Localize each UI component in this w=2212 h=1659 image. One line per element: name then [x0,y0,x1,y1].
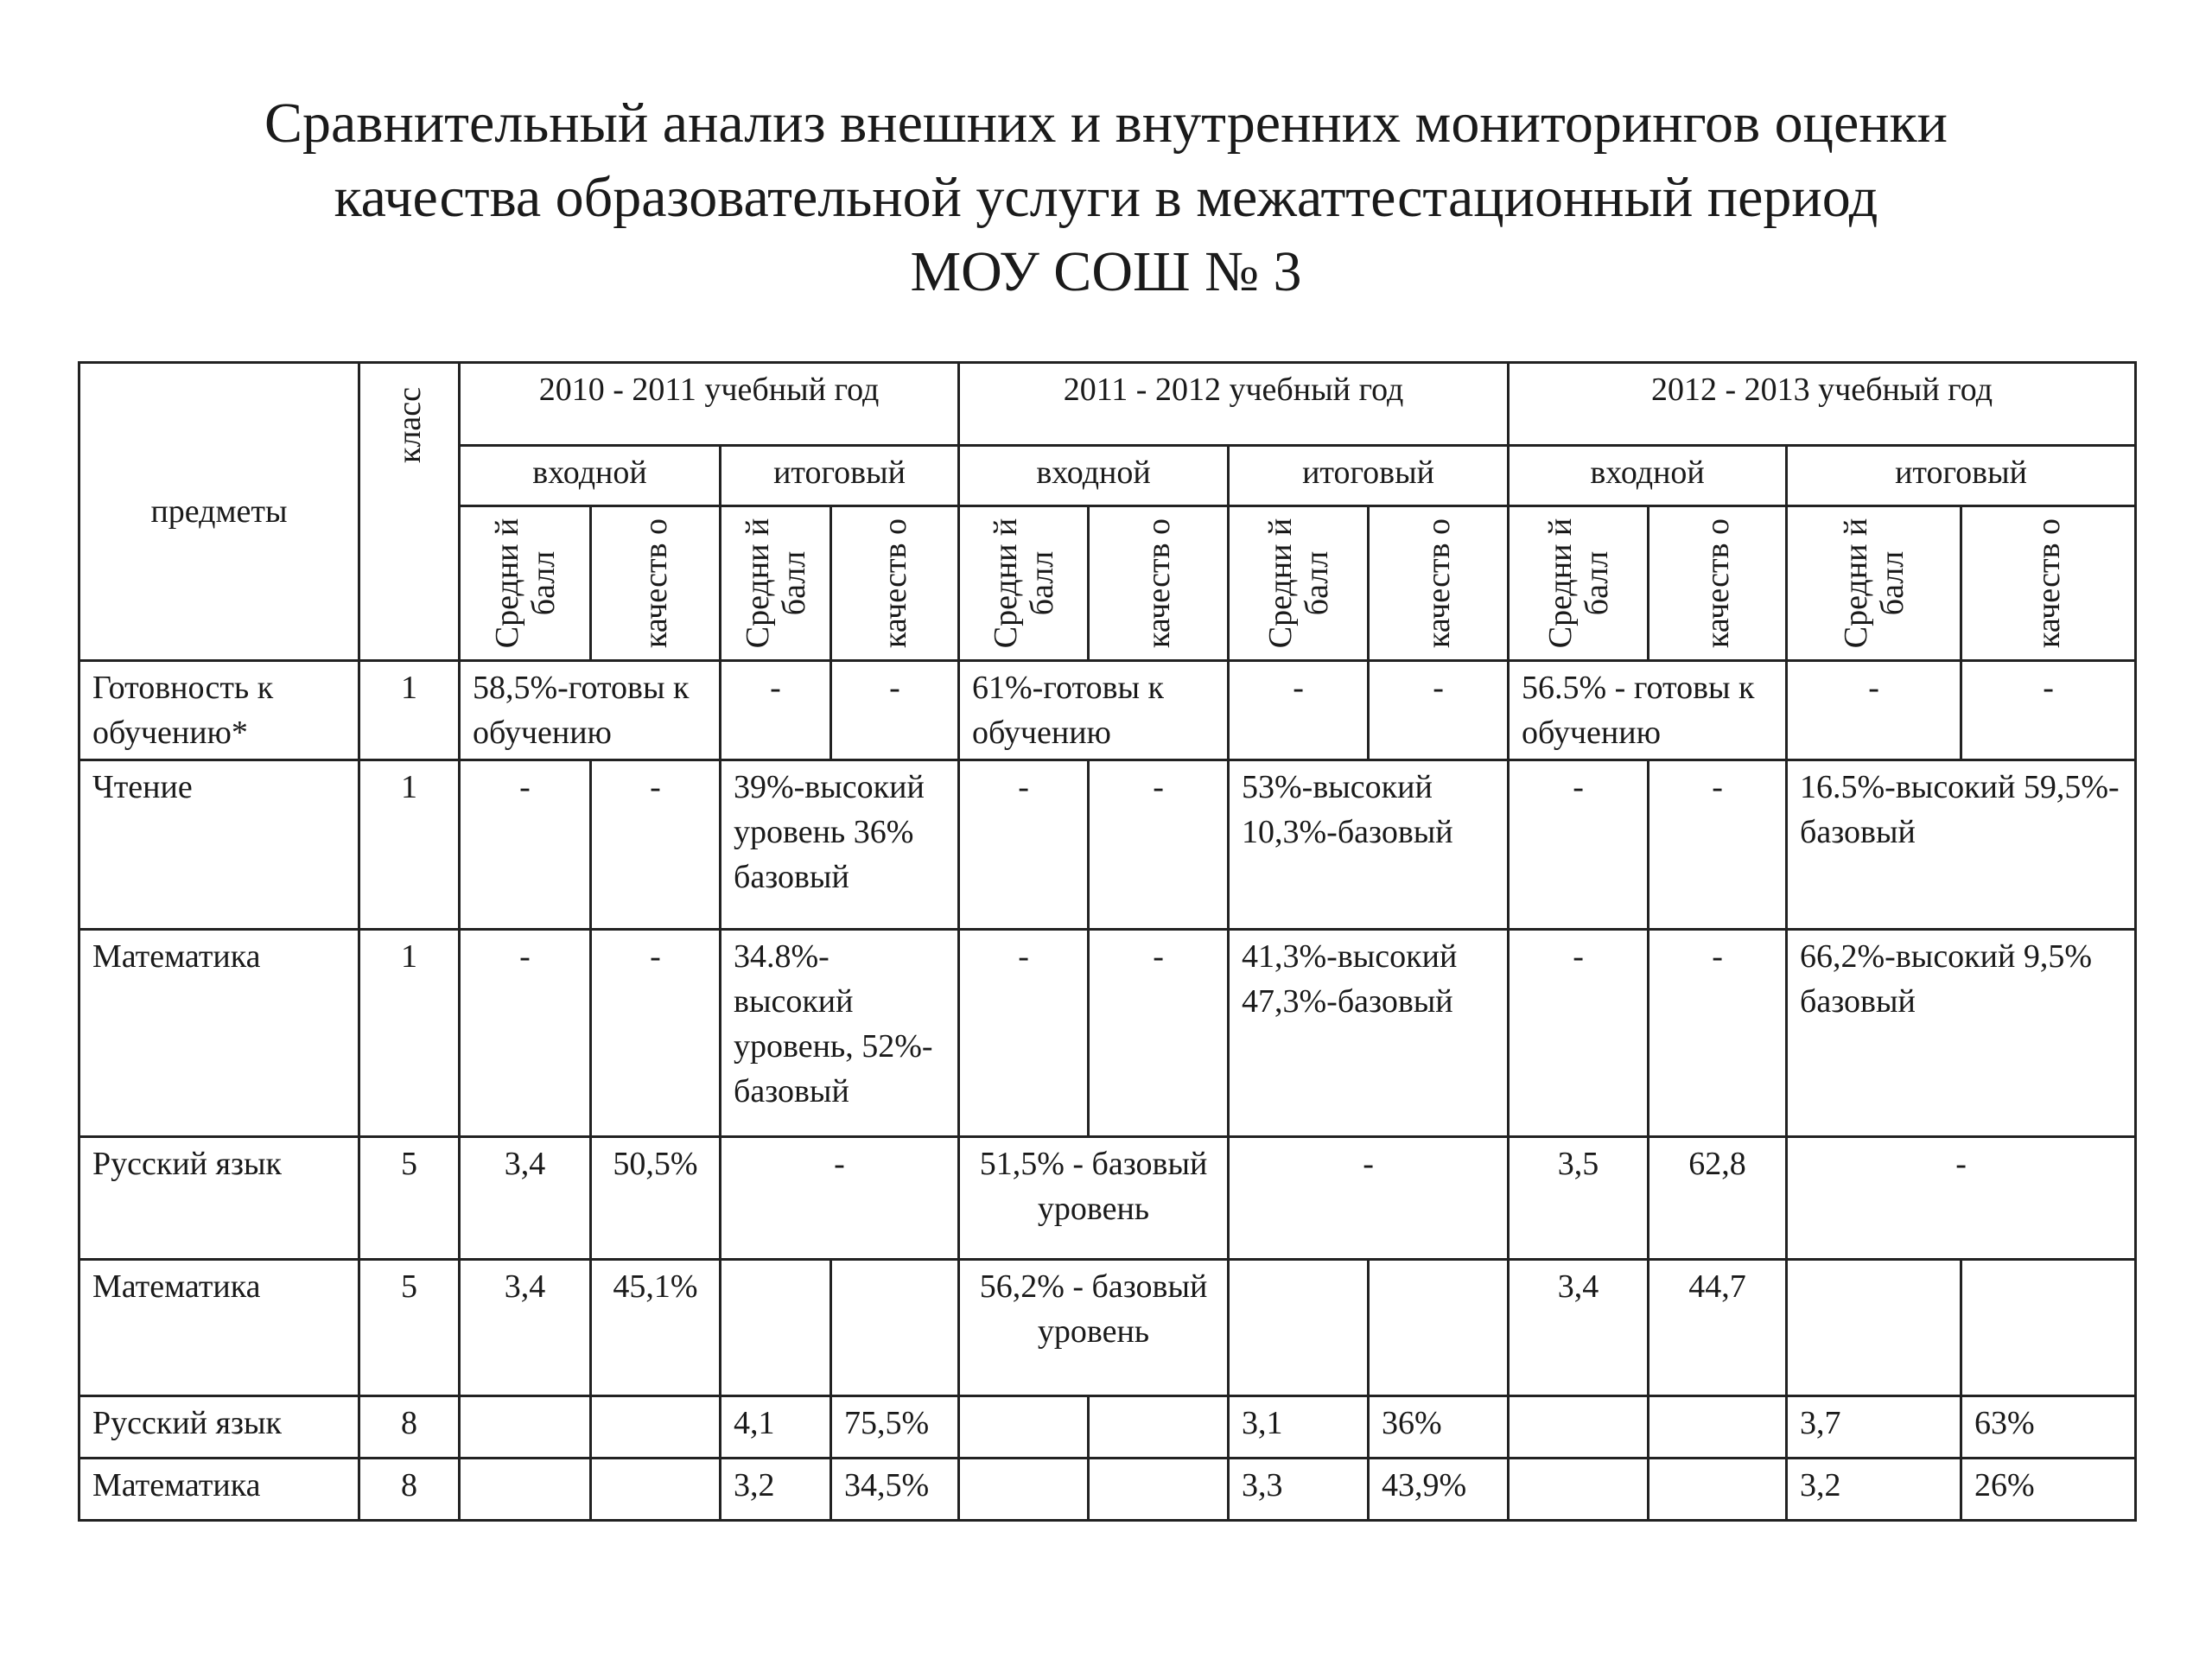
y2-final-avg-cell [1229,1260,1369,1396]
y2-final-avg-cell: - [1229,661,1369,760]
y1-incoming-quality-cell: 50,5% [591,1137,721,1260]
klass-cell: 5 [359,1260,460,1396]
y3-incoming-quality-cell [1649,1396,1787,1459]
y1-final-quality-cell: 75,5% [831,1396,959,1459]
y3-incoming-quality-cell: 44,7 [1649,1260,1787,1396]
header-year-2011: 2011 - 2012 учебный год [959,363,1509,446]
y1-final-avg-cell [721,1260,831,1396]
y3-incoming-quality-cell: - [1649,760,1787,930]
y3-final-cell: 66,2%-высокий 9,5% базовый [1787,930,2136,1137]
header-y1-in-avg: Средни й балл [460,506,591,661]
y2-incoming-avg-cell [959,1459,1089,1521]
y3-final-avg-cell: 3,2 [1787,1459,1961,1521]
header-y2-fin-quality: качеств о [1369,506,1509,661]
y2-incoming-cell: 61%-готовы к обучению [959,661,1229,760]
y1-final-quality-cell: - [831,661,959,760]
header-klass-label: класс [391,386,428,464]
y1-final-cell: 39%-высокий уровень 36% базовый [721,760,959,930]
header-y3-in-avg: Средни й балл [1509,506,1649,661]
y3-final-cell: - [1787,1137,2136,1260]
y2-final-quality-cell [1369,1260,1509,1396]
y1-final-quality-cell [831,1260,959,1396]
y1-incoming-quality-cell: - [591,930,721,1137]
table-row [79,760,2136,930]
header-y3-incoming: входной [1509,446,1787,506]
y3-final-avg-cell: 3,7 [1787,1396,1961,1459]
y3-incoming-cell: 56.5% - готовы к обучению [1509,661,1787,760]
y2-incoming-quality-cell [1089,1396,1229,1459]
header-y3-fin-avg: Средни й балл [1787,506,1961,661]
header-y3-final: итоговый [1787,446,2136,506]
subject-cell: Чтение [79,760,359,930]
y3-final-quality-cell: - [1961,661,2136,760]
y1-final-avg-cell: 4,1 [721,1396,831,1459]
table-row [79,930,2136,1137]
y2-incoming-avg-cell: - [959,760,1089,930]
y3-incoming-avg-cell [1509,1459,1649,1521]
subject-cell: Готовность к обучению* [79,661,359,760]
title-line-2: качества образовательной услуги в межаттестационный период [334,166,1878,229]
subject-cell: Математика [79,930,359,1137]
y3-incoming-avg-cell: 3,5 [1509,1137,1649,1260]
y1-final-quality-cell: 34,5% [831,1459,959,1521]
title-line-3: МОУ СОШ № 3 [910,240,1302,303]
klass-cell: 1 [359,760,460,930]
header-row-years [79,363,2136,446]
y1-incoming-avg-cell [460,1396,591,1459]
table-row [79,1396,2136,1459]
y2-incoming-quality-cell: - [1089,930,1229,1137]
title-line-1: Сравнительный анализ внешних и внутренних мониторингов оценки [264,92,1948,155]
header-y2-fin-avg: Средни й балл [1229,506,1369,661]
y1-incoming-quality-cell: - [591,760,721,930]
y3-incoming-avg-cell: - [1509,930,1649,1137]
y2-incoming-avg-cell [959,1396,1089,1459]
header-y2-incoming: входной [959,446,1229,506]
header-y1-in-quality: качеств о [591,506,721,661]
header-klass [359,363,460,661]
klass-cell: 8 [359,1459,460,1521]
y2-incoming-cell: 56,2% - базовый уровень [959,1260,1229,1396]
klass-cell: 5 [359,1137,460,1260]
header-y1-incoming: входной [460,446,721,506]
header-y2-final: итоговый [1229,446,1509,506]
header-year-2010: 2010 - 2011 учебный год [460,363,959,446]
y1-incoming-avg-cell: - [460,930,591,1137]
y2-final-quality-cell: - [1369,661,1509,760]
subject-cell: Русский язык [79,1137,359,1260]
y1-incoming-avg-cell: - [460,760,591,930]
y1-incoming-cell: 58,5%-готовы к обучению [460,661,721,760]
y2-final-avg-cell: 3,3 [1229,1459,1369,1521]
header-y1-fin-quality: качеств о [831,506,959,661]
y2-incoming-quality-cell: - [1089,760,1229,930]
y1-incoming-quality-cell [591,1396,721,1459]
monitoring-table [78,361,2137,1522]
y1-final-cell: - [721,1137,959,1260]
y1-final-avg-cell: 3,2 [721,1459,831,1521]
header-y2-in-quality: качеств о [1089,506,1229,661]
subject-cell: Русский язык [79,1396,359,1459]
header-subjects: предметы [79,363,359,661]
table-row [79,661,2136,760]
page-title [0,86,2212,309]
y2-incoming-avg-cell: - [959,930,1089,1137]
y2-incoming-cell: 51,5% - базовый уровень [959,1137,1229,1260]
y3-final-quality-cell: 63% [1961,1396,2136,1459]
y1-final-cell: 34.8%-высокий уровень, 52%-базовый [721,930,959,1137]
y3-incoming-avg-cell [1509,1396,1649,1459]
header-y2-in-avg: Средни й балл [959,506,1089,661]
table-row [79,1137,2136,1260]
y3-final-avg-cell: - [1787,661,1961,760]
header-y3-fin-quality: качеств о [1961,506,2136,661]
klass-cell: 1 [359,661,460,760]
header-y3-in-quality: качеств о [1649,506,1787,661]
y3-incoming-quality-cell: - [1649,930,1787,1137]
table-row [79,1459,2136,1521]
y2-final-quality-cell: 43,9% [1369,1459,1509,1521]
y3-incoming-avg-cell: - [1509,760,1649,930]
subject-cell: Математика [79,1260,359,1396]
y3-incoming-avg-cell: 3,4 [1509,1260,1649,1396]
y2-final-quality-cell: 36% [1369,1396,1509,1459]
y2-final-cell: - [1229,1137,1509,1260]
y1-incoming-avg-cell: 3,4 [460,1137,591,1260]
y2-incoming-quality-cell [1089,1459,1229,1521]
y1-incoming-quality-cell: 45,1% [591,1260,721,1396]
y3-incoming-quality-cell [1649,1459,1787,1521]
header-y1-final: итоговый [721,446,959,506]
y2-final-avg-cell: 3,1 [1229,1396,1369,1459]
y3-final-avg-cell [1787,1260,1961,1396]
y1-incoming-avg-cell [460,1459,591,1521]
y3-incoming-quality-cell: 62,8 [1649,1137,1787,1260]
klass-cell: 8 [359,1396,460,1459]
y2-final-cell: 41,3%-высокий 47,3%-базовый [1229,930,1509,1137]
y3-final-cell: 16.5%-высокий 59,5%-базовый [1787,760,2136,930]
klass-cell: 1 [359,930,460,1137]
y3-final-quality-cell [1961,1260,2136,1396]
table-row [79,1260,2136,1396]
y3-final-quality-cell: 26% [1961,1459,2136,1521]
y1-incoming-quality-cell [591,1459,721,1521]
y2-final-cell: 53%-высокий 10,3%-базовый [1229,760,1509,930]
subject-cell: Математика [79,1459,359,1521]
header-y1-fin-avg: Средни й балл [721,506,831,661]
header-year-2012: 2012 - 2013 учебный год [1509,363,2136,446]
y1-final-avg-cell: - [721,661,831,760]
y1-incoming-avg-cell: 3,4 [460,1260,591,1396]
